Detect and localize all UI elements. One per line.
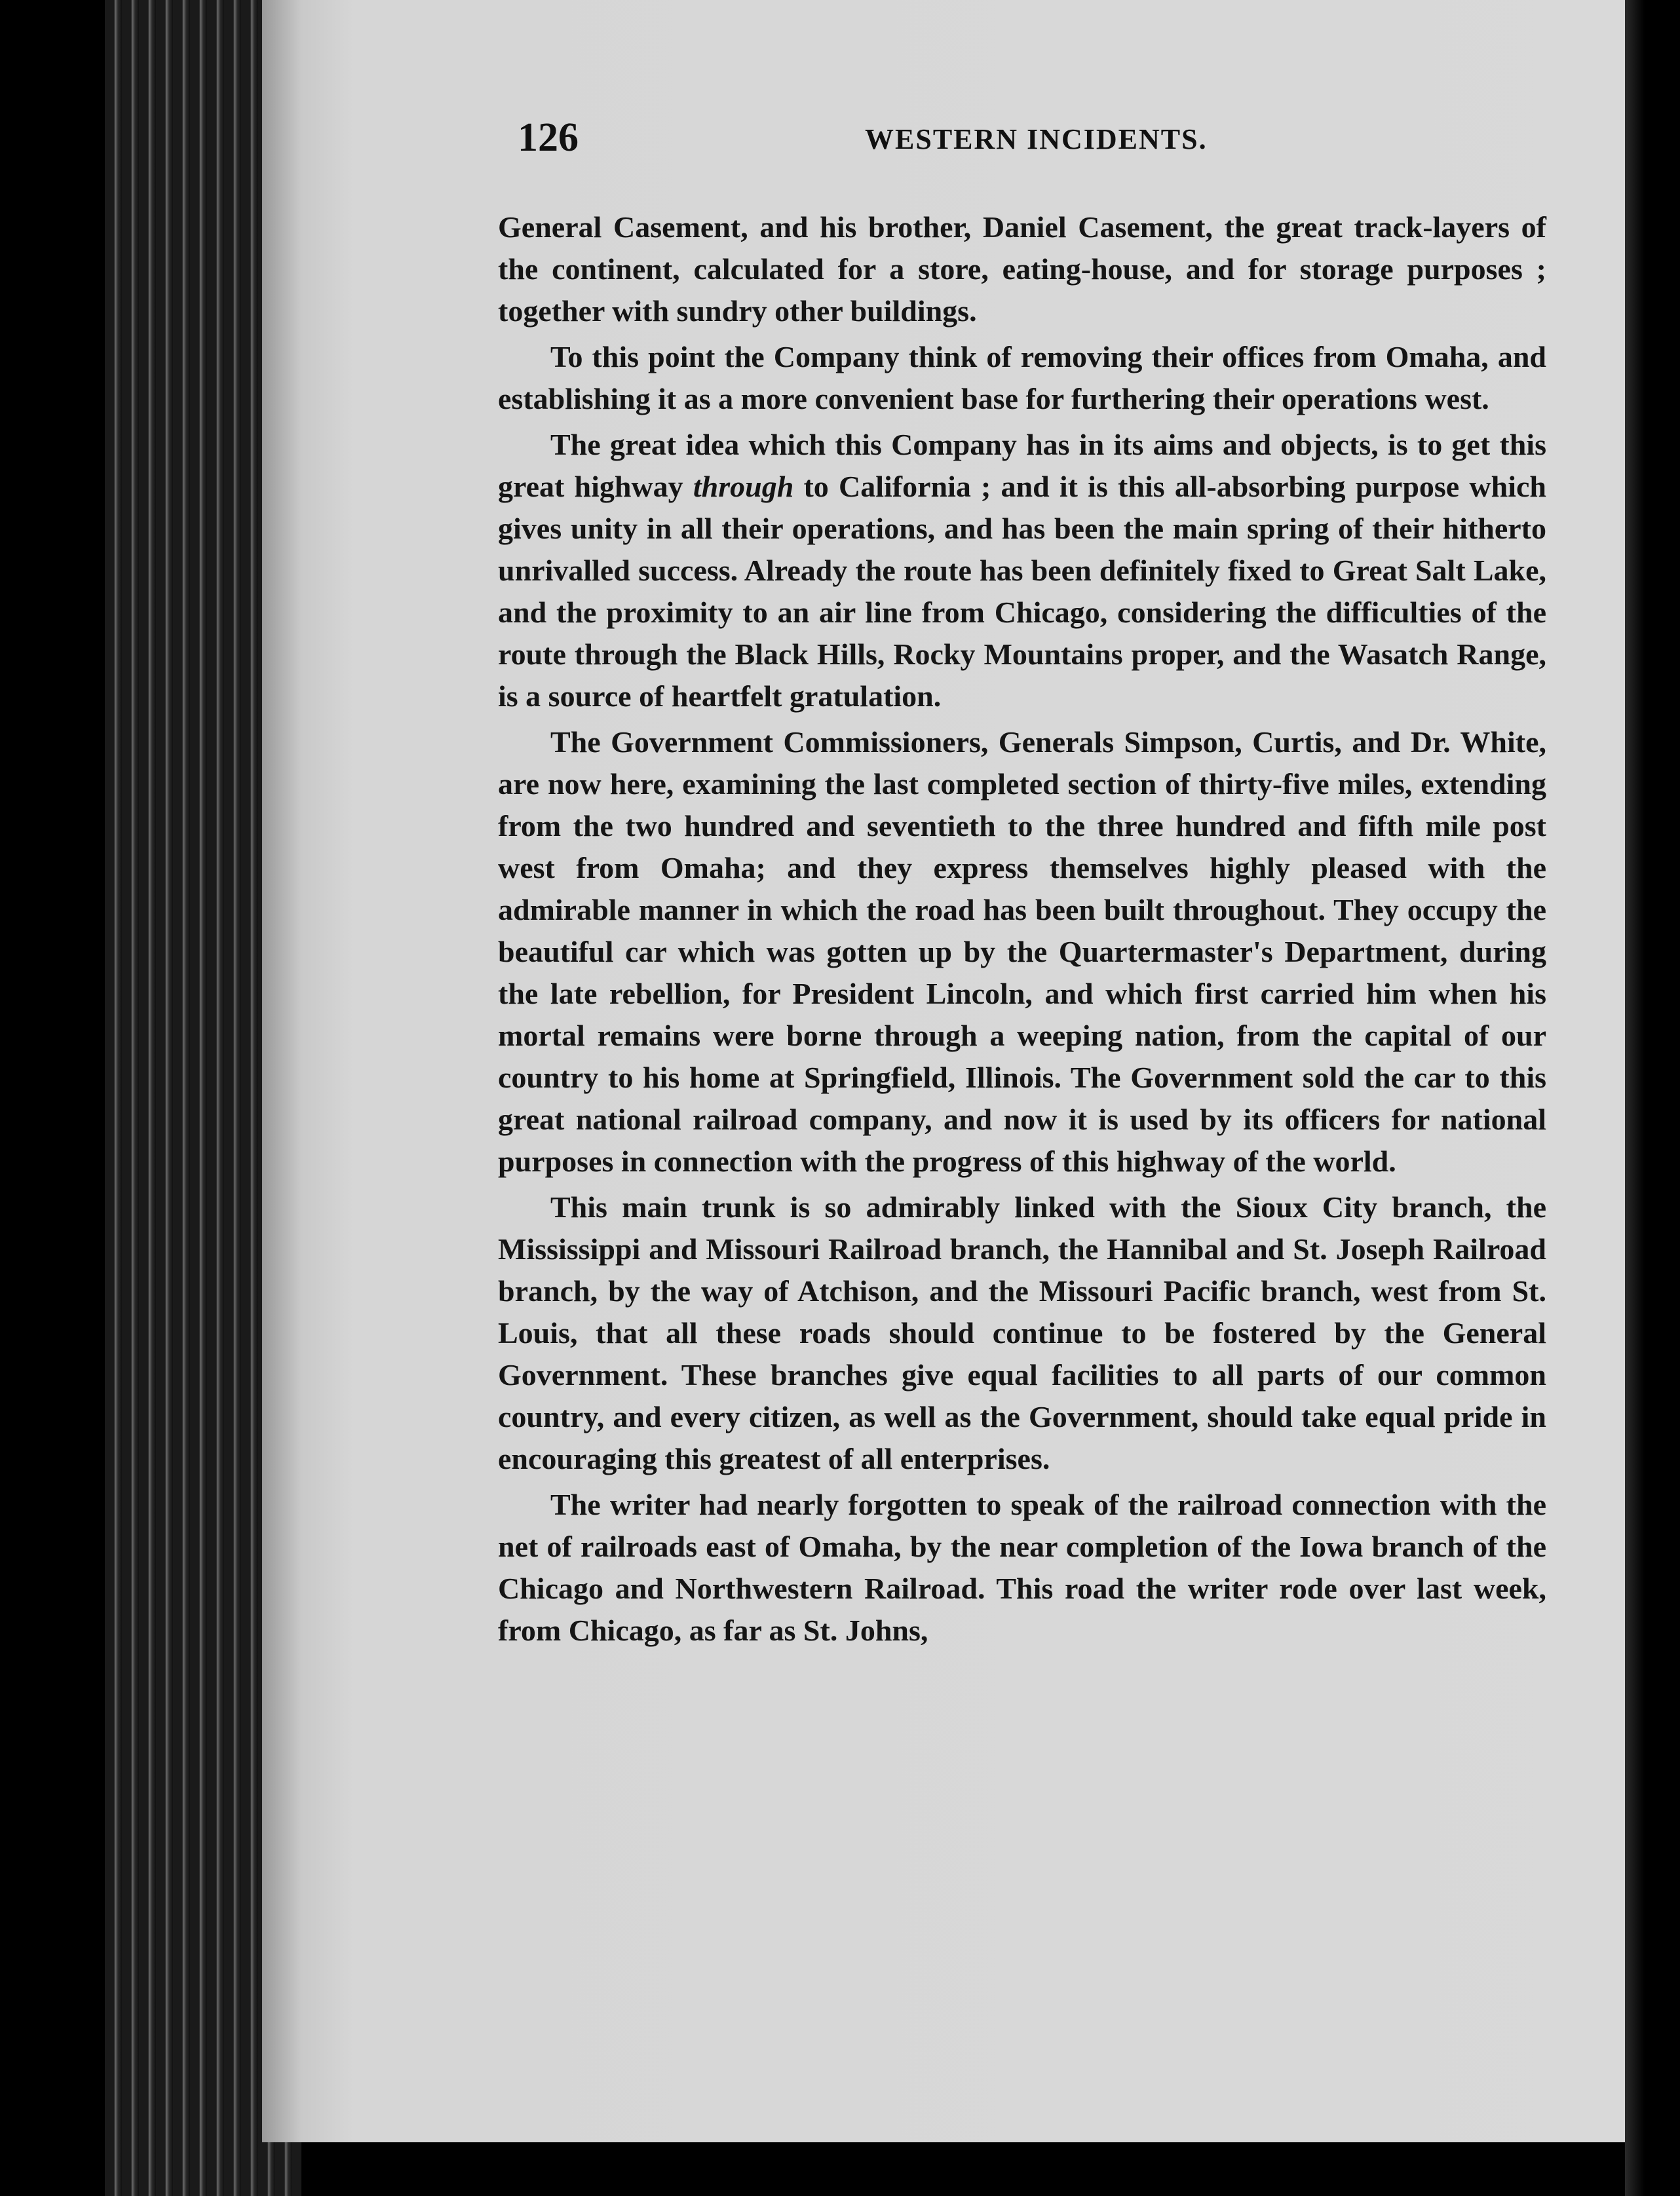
paragraph-railroad-connection: The writer had nearly forgotten to speak of the railroad connection with the net of railroads east of Omaha, by the near completion of the Iowa branch of the Chicago and Northwestern Railroad. This road the writer rode over last week, from Chicago, as far as St. Johns, (498, 1488, 1546, 1647)
running-head: WESTERN INCIDENTS. (865, 123, 1208, 155)
paragraph-great-idea-start: The great idea which this Company has in its aims and objects, is to get this great highway (498, 428, 1546, 503)
emphasis-through: through (693, 470, 794, 503)
page-number: 126 (518, 115, 579, 160)
page-header (518, 115, 1566, 167)
page-shadow (1625, 0, 1680, 2196)
body-text (498, 206, 1546, 1652)
paragraph-commissioners: The Government Commissioners, Generals Simpson, Curtis, and Dr. White, are now here, examining the last completed section of thirty-five miles, extending from the two hundred and seventieth to the three hundred and fifth mile post west from Omaha; and they express themselves highly pleased with the admirable manner in which the road has been built throughout. They occupy the beautiful car which was gotten up by the Quartermaster's Department, during the late rebellion, for President Lincoln, and which first carried him when his mortal remains were borne through a weeping nation, from the capital of our country to his home at Springfield, Illinois. The Government sold the car to this great national railroad company, and now it is used by its officers for national purposes in connection with the progress of this highway of the world. (498, 725, 1546, 1178)
paragraph-great-idea-end: to California ; and it is this all-absorbing purpose which gives unity in all their operations, and has been the main spring of their hitherto unrivalled success. Already the route has been definitely fixed to Great Salt Lake, and the proximity to an air line from Chicago, considering the difficulties of the route through the Black Hills, Rocky Mountains proper, and the Wasatch Range, is a source of heartfelt gratulation. (498, 470, 1546, 713)
paragraph-continuation: General Casement, and his brother, Daniel Casement, the great track-layers of the continent, calculated for a store, eating-house, and for storage purposes ; together with sundry other buildings. (498, 210, 1546, 328)
paragraph-omaha-offices: To this point the Company think of removing their offices from Omaha, and establishing it as a more convenient base for furthering their operations west. (498, 340, 1546, 415)
paragraph-main-trunk: This main trunk is so admirably linked with the Sioux City branch, the Mississippi and Missouri Railroad branch, the Hannibal and St. Joseph Railroad branch, by the way of Atchison, and the Missouri Pacific branch, west from St. Louis, that all these roads should continue to be fostered by the General Government. These branches give equal facilities to all parts of our common country, and every citizen, as well as the Government, should take equal pride in encouraging this greatest of all enterprises. (498, 1190, 1546, 1475)
paragraph-great-idea (498, 424, 1546, 717)
